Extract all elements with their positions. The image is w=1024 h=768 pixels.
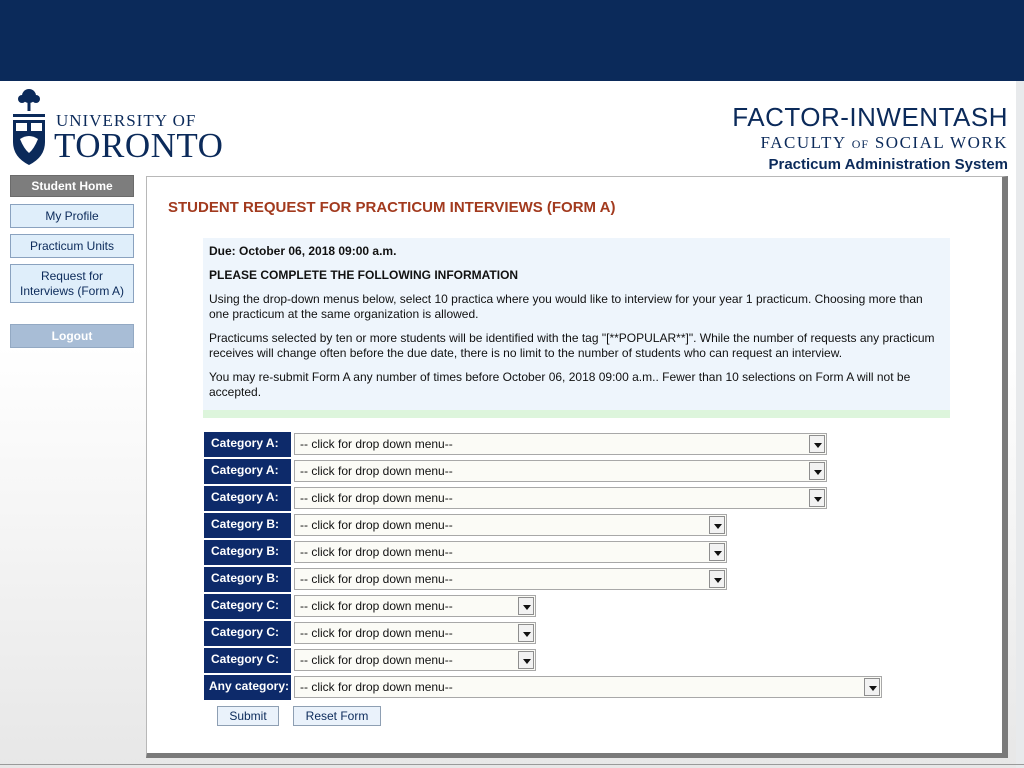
select-value: -- click for drop down menu-- (300, 491, 453, 505)
faculty-logo (732, 102, 1010, 176)
bottom-divider (0, 764, 1024, 765)
select-value: -- click for drop down menu-- (300, 518, 453, 532)
faculty-subtitle (761, 134, 1008, 151)
system-name: Practicum Administration System (768, 156, 1008, 173)
category-label: Category A: (204, 459, 291, 484)
university-logo (10, 87, 240, 169)
select-value: -- click for drop down menu-- (300, 653, 453, 667)
chevron-down-icon[interactable] (809, 462, 825, 480)
category-select[interactable] (294, 541, 727, 563)
instructions-paragraph-3: You may re-submit Form A any number of times before October 06, 2018 09:00 a.m.. Fewer than 10 selections on Form A will not be accepted. (209, 370, 911, 399)
category-select[interactable] (294, 622, 536, 644)
chevron-down-icon[interactable] (518, 624, 534, 642)
sidebar-item-my-profile[interactable]: My Profile (10, 204, 134, 228)
chevron-down-icon[interactable] (518, 597, 534, 615)
faculty-name-text: FACTOR-INWENTASH (732, 102, 1008, 132)
select-value: -- click for drop down menu-- (300, 464, 453, 478)
category-label: Category B: (204, 567, 291, 592)
social-work-word: SOCIAL WORK (874, 133, 1008, 152)
university-of-text: UNIVERSITY OF (56, 111, 197, 130)
category-label: Category C: (204, 621, 291, 646)
complete-heading: PLEASE COMPLETE THE FOLLOWING INFORMATION (209, 268, 519, 282)
category-label: Category C: (204, 648, 291, 673)
category-select[interactable] (294, 460, 827, 482)
due-date: Due: October 06, 2018 09:00 a.m. (209, 244, 397, 258)
chevron-down-icon[interactable] (709, 543, 725, 561)
chevron-down-icon[interactable] (709, 516, 725, 534)
select-value: -- click for drop down menu-- (300, 680, 453, 694)
select-value: -- click for drop down menu-- (300, 626, 453, 640)
category-label: Category A: (204, 486, 291, 511)
chevron-down-icon[interactable] (518, 651, 534, 669)
instructions-paragraph-2: Practicums selected by ten or more students will be identified with the tag "[**POPULAR**]". While the number of requests any practicum receives will change often before the due date, there is no limit to the number of students who can request an interview. (209, 331, 935, 360)
category-select[interactable] (294, 595, 536, 617)
of-word: OF (851, 137, 870, 151)
category-label: Category C: (204, 594, 291, 619)
right-edge-strip (1016, 81, 1024, 768)
instructions-paragraph-1: Using the drop-down menus below, select 10 practica where you would like to interview for your year 1 practicum. Choosing more than one practicum at the same organization is allowed. (209, 292, 923, 321)
category-select[interactable] (294, 433, 827, 455)
category-label: Category A: (204, 432, 291, 457)
select-value: -- click for drop down menu-- (300, 437, 453, 451)
category-select[interactable] (294, 487, 827, 509)
chevron-down-icon[interactable] (709, 570, 725, 588)
category-select[interactable] (294, 514, 727, 536)
select-value: -- click for drop down menu-- (300, 572, 453, 586)
chevron-down-icon[interactable] (809, 435, 825, 453)
select-value: -- click for drop down menu-- (300, 545, 453, 559)
main-panel (146, 176, 1008, 758)
page-title: STUDENT REQUEST FOR PRACTICUM INTERVIEWS (FORM A) (168, 199, 616, 216)
select-value: -- click for drop down menu-- (300, 599, 453, 613)
crest-icon (10, 87, 48, 167)
sidebar-item-logout[interactable]: Logout (10, 324, 134, 348)
category-select[interactable] (294, 649, 536, 671)
chevron-down-icon[interactable] (864, 678, 880, 696)
faculty-word: FACULTY (760, 133, 846, 152)
chevron-down-icon[interactable] (809, 489, 825, 507)
sidebar-item-request-interviews[interactable]: Request for Interviews (Form A) (10, 264, 134, 303)
category-select[interactable] (294, 568, 727, 590)
category-label: Any category: (204, 675, 291, 700)
sidebar-item-student-home[interactable]: Student Home (10, 175, 134, 197)
toronto-text: TORONTO (54, 126, 224, 165)
category-label: Category B: (204, 540, 291, 565)
instructions-box (203, 238, 950, 418)
category-select[interactable] (294, 676, 882, 698)
submit-button[interactable]: Submit (217, 706, 279, 726)
category-label: Category B: (204, 513, 291, 538)
top-banner (0, 0, 1024, 81)
reset-form-button[interactable]: Reset Form (293, 706, 381, 726)
sidebar-item-practicum-units[interactable]: Practicum Units (10, 234, 134, 258)
